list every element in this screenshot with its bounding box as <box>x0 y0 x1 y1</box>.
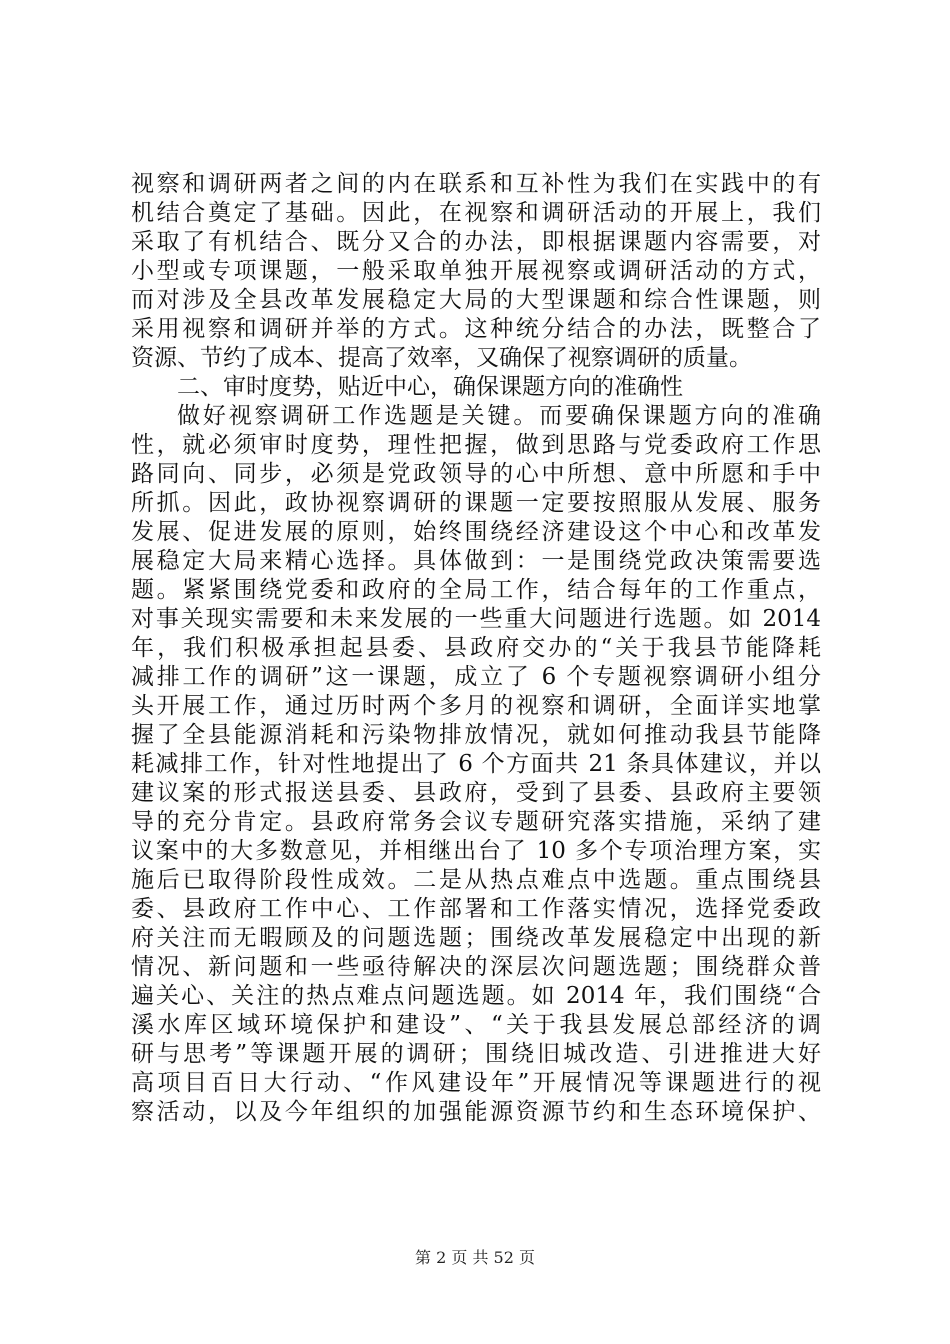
text-line: 府关注而无暇顾及的问题选题；围绕改革发展稳定中出现的新 <box>131 925 821 951</box>
text-line: 察活动，以及今年组织的加强能源资源节约和生态环境保护、 <box>131 1099 821 1125</box>
text-line: 年，我们积极承担起县委、县政府交办的“关于我县节能降耗 <box>131 635 821 661</box>
text-line: 研与思考”等课题开展的调研；围绕旧城改造、引进推进大好 <box>131 1041 821 1067</box>
text-line: 导的充分肯定。县政府常务会议专题研究落实措施，采纳了建 <box>131 809 821 835</box>
text-line: 握了全县能源消耗和污染物排放情况，就如何推动我县节能降 <box>131 722 821 748</box>
text-line: 发展、促进发展的原则，始终围绕经济建设这个中心和改革发 <box>131 519 821 545</box>
text-line: 建议案的形式报送县委、县政府，受到了县委、县政府主要领 <box>131 780 821 806</box>
section-heading: 二、审时度势，贴近中心，确保课题方向的准确性 <box>177 374 683 400</box>
text-line: 议案中的大多数意见，并相继出台了 10 多个专项治理方案，实 <box>131 838 821 864</box>
text-line: 高项目百日大行动、“作风建设年”开展情况等课题进行的视 <box>131 1070 821 1096</box>
text-line: 资源、节约了成本、提高了效率，又确保了视察调研的质量。 <box>131 345 752 371</box>
text-line: 视察和调研两者之间的内在联系和互补性为我们在实践中的有 <box>131 171 821 197</box>
body-text <box>131 170 821 1127</box>
text-line: 减排工作的调研”这一课题，成立了 6 个专题视察调研小组分 <box>131 664 821 690</box>
text-line: 而对涉及全县改革发展稳定大局的大型课题和综合性课题，则 <box>131 287 821 313</box>
text-line: 小型或专项课题，一般采取单独开展视察或调研活动的方式， <box>131 258 821 284</box>
paragraph-first-line: 做好视察调研工作选题是关键。而要确保课题方向的准确 <box>177 403 821 429</box>
text-line: 施后已取得阶段性成效。二是从热点难点中选题。重点围绕县 <box>131 867 821 893</box>
text-line: 机结合奠定了基础。因此，在视察和调研活动的开展上，我们 <box>131 200 821 226</box>
text-line: 展稳定大局来精心选择。具体做到：一是围绕党政决策需要选 <box>131 548 821 574</box>
text-line: 所抓。因此，政协视察调研的课题一定要按照服从发展、服务 <box>131 490 821 516</box>
text-line: 头开展工作，通过历时两个多月的视察和调研，全面详实地掌 <box>131 693 821 719</box>
text-line: 采用视察和调研并举的方式。这种统分结合的办法，既整合了 <box>131 316 821 342</box>
text-line: 委、县政府工作中心、工作部署和工作落实情况，选择党委政 <box>131 896 821 922</box>
text-line: 耗减排工作，针对性地提出了 6 个方面共 21 条具体建议，并以 <box>131 751 821 777</box>
text-line: 采取了有机结合、既分又合的办法，即根据课题内容需要，对 <box>131 229 821 255</box>
text-line: 溪水库区域环境保护和建设”、“关于我县发展总部经济的调 <box>131 1012 821 1038</box>
text-line: 题。紧紧围绕党委和政府的全局工作，结合每年的工作重点， <box>131 577 821 603</box>
text-line: 情况、新问题和一些亟待解决的深层次问题选题；围绕群众普 <box>131 954 821 980</box>
text-line: 路同向、同步，必须是党政领导的心中所想、意中所愿和手中 <box>131 461 821 487</box>
text-line: 遍关心、关注的热点难点问题选题。如 2014 年，我们围绕“合 <box>131 983 821 1009</box>
text-line: 对事关现实需要和未来发展的一些重大问题进行选题。如 2014 <box>131 606 821 632</box>
page-number: 第 2 页 共 52 页 <box>415 1248 535 1267</box>
text-line: 性，就必须审时度势，理性把握，做到思路与党委政府工作思 <box>131 432 821 458</box>
page-footer <box>0 1248 950 1268</box>
